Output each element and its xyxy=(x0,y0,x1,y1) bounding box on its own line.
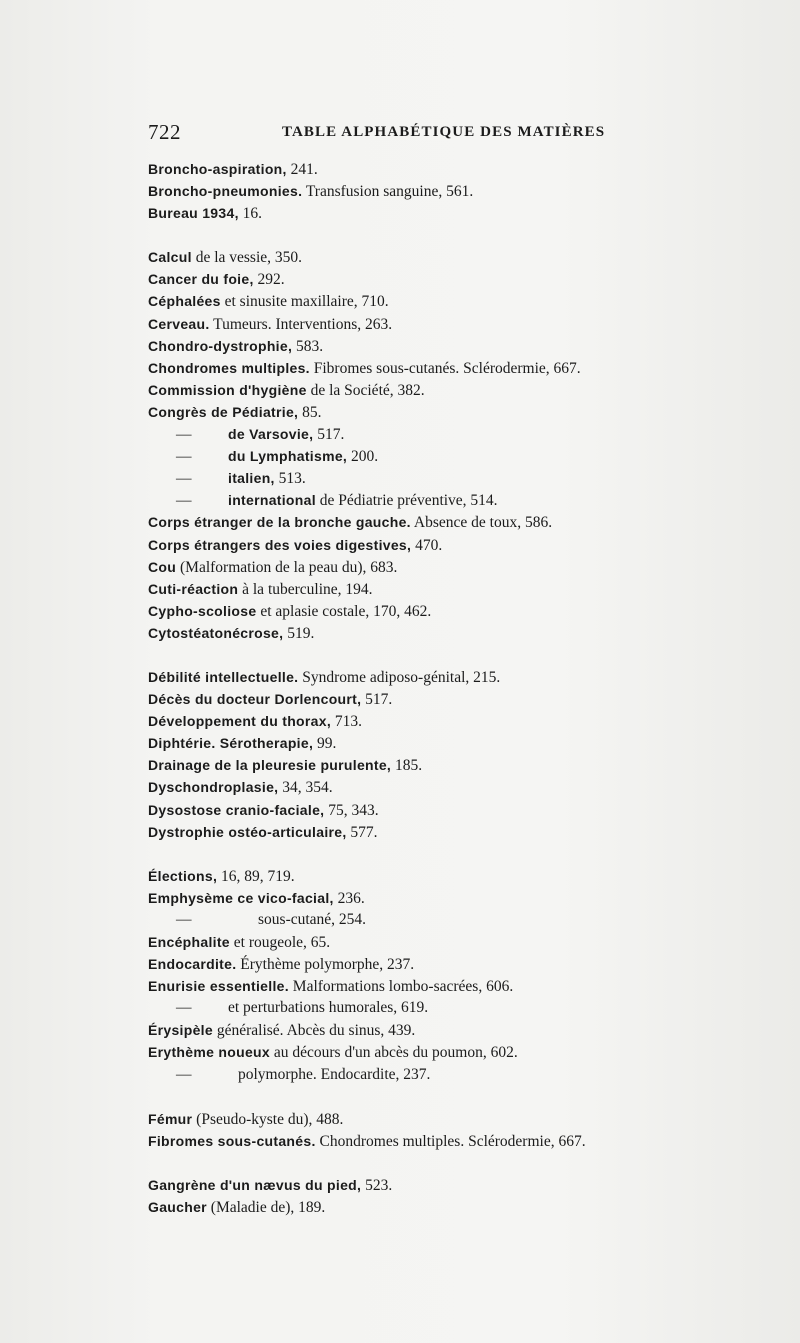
index-entry xyxy=(148,1019,788,1041)
index-term: Drainage de la pleuresie purulente, xyxy=(148,757,392,774)
index-entry xyxy=(148,821,788,843)
index-detail: 99. xyxy=(313,735,337,753)
index-entry xyxy=(148,158,788,180)
index-entry xyxy=(148,666,788,688)
index-term: Débilité intellectuelle. xyxy=(148,668,299,685)
index-term: Corps étranger de la bronche gauche. xyxy=(148,514,411,531)
index-entry xyxy=(148,1174,788,1196)
index-entry xyxy=(148,754,788,776)
subentry-dash: — xyxy=(176,1065,192,1083)
index-detail: 16, 89, 719. xyxy=(217,867,295,885)
index-term: Fibromes sous-cutanés. xyxy=(148,1132,316,1149)
index-term: Chondromes multiples. xyxy=(148,359,310,376)
index-entry xyxy=(148,953,788,975)
running-title: TABLE ALPHABÉTIQUE DES MATIÈRES xyxy=(282,124,606,140)
index-term: Cuti-réaction xyxy=(148,580,239,597)
index-detail: Syndrome adiposo-génital, 215. xyxy=(298,668,501,686)
index-entry xyxy=(148,600,788,622)
index-entry xyxy=(148,799,788,821)
index-detail: Malformations lombo-sacrées, 606. xyxy=(288,978,514,996)
subentry-dash: — xyxy=(176,492,192,510)
index-subentry xyxy=(148,1064,788,1086)
index-detail: de Pédiatrie préventive, 514. xyxy=(315,492,498,510)
index-term: Céphalées xyxy=(148,293,221,310)
index-detail: généralisé. Abcès du sinus, 439. xyxy=(212,1022,416,1040)
index-entry xyxy=(148,534,788,556)
index-subentry xyxy=(148,445,788,467)
index-detail: polymorphe. Endocardite, 237. xyxy=(238,1065,431,1083)
index-term: Fémur xyxy=(148,1110,193,1127)
index-term: Chondro-dystrophie, xyxy=(148,337,293,354)
subentry-dash: — xyxy=(176,426,192,444)
index-term: Décès du docteur Dorlencourt, xyxy=(148,691,362,708)
index-term: Développement du thorax, xyxy=(148,713,332,730)
index-detail: 513. xyxy=(274,470,306,488)
index-detail: 34, 354. xyxy=(278,779,333,797)
index-term: Érysipèle xyxy=(148,1022,213,1039)
index-detail: et rougeole, 65. xyxy=(229,934,331,951)
index-detail: et perturbations humorales, 619. xyxy=(228,999,429,1017)
index-entry xyxy=(148,180,788,202)
index-detail: au décours d'un abcès du poumon, 602. xyxy=(269,1044,518,1062)
index-term: Cerveau. xyxy=(148,315,210,332)
index-detail: sous-cutané, 254. xyxy=(258,910,367,928)
index-entry xyxy=(148,1196,788,1218)
index-detail: 577. xyxy=(346,823,378,841)
index-term: italien, xyxy=(228,470,275,487)
index-subentry xyxy=(148,909,788,931)
index-detail: (Maladie de), 189. xyxy=(206,1198,326,1216)
index-term: Corps étrangers des voies digestives, xyxy=(148,536,412,553)
index-detail: 185. xyxy=(391,757,423,775)
index-term: Endocardite. xyxy=(148,956,237,973)
index-detail: (Malformation de la peau du), 683. xyxy=(176,558,398,576)
index-term: Cou xyxy=(148,558,177,575)
index-detail: Érythème polymorphe, 237. xyxy=(236,956,415,974)
index-entry xyxy=(148,975,788,997)
index-term: du Lymphatisme, xyxy=(228,448,348,465)
index-entry xyxy=(148,1130,788,1152)
index-entry xyxy=(148,357,788,379)
index-detail: 241. xyxy=(286,161,318,178)
index-term: Gangrène d'un nævus du pied, xyxy=(148,1176,362,1193)
index-entry xyxy=(148,931,788,953)
index-detail: de la Société, 382. xyxy=(306,381,425,399)
index-detail: Fibromes sous-cutanés. Sclérodermie, 667. xyxy=(309,359,581,377)
index-entry xyxy=(148,246,788,268)
index-detail: 523. xyxy=(361,1176,393,1194)
index-detail: et sinusite maxillaire, 710. xyxy=(220,293,389,311)
index-entry xyxy=(148,1108,788,1130)
index-detail: de la vessie, 350. xyxy=(191,249,303,267)
index-entry xyxy=(148,887,788,909)
page-header xyxy=(148,120,668,150)
index-entry xyxy=(148,1041,788,1063)
index-term: Broncho-aspiration, xyxy=(148,161,287,177)
index-term: Cancer du foie, xyxy=(148,271,254,288)
index-term: Diphtérie. Sérotherapie, xyxy=(148,735,314,752)
index-term: Élections, xyxy=(148,867,218,884)
index-subentry xyxy=(148,467,788,489)
index-entry xyxy=(148,710,788,732)
index-entry xyxy=(148,290,788,312)
index-entry xyxy=(148,556,788,578)
index-term: Encéphalite xyxy=(148,934,230,950)
index-detail: Chondromes multiples. Sclérodermie, 667. xyxy=(315,1132,586,1150)
index-entry xyxy=(148,202,788,224)
index-detail: 200. xyxy=(347,448,379,466)
index-term: Broncho-pneumonies. xyxy=(148,183,303,200)
index-term: Calcul xyxy=(148,249,192,266)
index-term: Bureau 1934, xyxy=(148,205,239,222)
index-detail: Tumeurs. Interventions, 263. xyxy=(209,315,393,333)
index-term: Dystrophie ostéo-articulaire, xyxy=(148,823,347,840)
index-entry xyxy=(148,313,788,335)
index-detail: Absence de toux, 586. xyxy=(410,514,553,532)
index-entry xyxy=(148,578,788,600)
index-detail: à la tuberculine, 194. xyxy=(238,580,373,598)
index-detail: 470. xyxy=(411,536,443,554)
index-subentry xyxy=(148,489,788,511)
index-detail: 517. xyxy=(313,426,345,444)
index-detail: 75, 343. xyxy=(324,801,379,819)
index-entry xyxy=(148,511,788,533)
index-detail: 713. xyxy=(331,713,363,731)
index-term: Cypho-scoliose xyxy=(148,602,257,619)
index-detail: (Pseudo-kyste du), 488. xyxy=(192,1110,344,1128)
index-term: Enurisie essentielle. xyxy=(148,978,289,995)
page-number: 722 xyxy=(148,120,181,144)
index-entry xyxy=(148,622,788,644)
index-subentry xyxy=(148,423,788,445)
index-detail: 85. xyxy=(298,403,322,421)
index-entry xyxy=(148,776,788,798)
subentry-dash: — xyxy=(176,470,192,488)
index-term: Gaucher xyxy=(148,1198,207,1215)
index-term: Erythème noueux xyxy=(148,1044,270,1061)
index-detail: Transfusion sanguine, 561. xyxy=(302,183,474,201)
index-entry xyxy=(148,865,788,887)
index-detail: 292. xyxy=(253,271,285,289)
subentry-dash: — xyxy=(176,999,192,1017)
index-detail: 16. xyxy=(238,205,263,223)
index-detail: et aplasie costale, 170, 462. xyxy=(256,602,432,620)
index-entry xyxy=(148,379,788,401)
index-term: Emphysème ce vico-facial, xyxy=(148,889,334,906)
index-detail: 517. xyxy=(361,691,393,709)
index-detail: 236. xyxy=(333,889,365,907)
index-term: Dyschondroplasie, xyxy=(148,779,279,796)
index-entry xyxy=(148,688,788,710)
index-term: Cytostéatonécrose, xyxy=(148,624,284,641)
subentry-dash: — xyxy=(176,910,192,928)
index-entry xyxy=(148,335,788,357)
index-term: Congrès de Pédiatrie, xyxy=(148,403,299,420)
index-subentry xyxy=(148,997,788,1019)
index-entry xyxy=(148,268,788,290)
index-entry xyxy=(148,401,788,423)
index-term: Commission d'hygiène xyxy=(148,381,307,398)
alphabetical-index xyxy=(148,158,788,1218)
index-term: de Varsovie, xyxy=(228,426,314,443)
index-detail: 519. xyxy=(283,624,315,642)
index-term: international xyxy=(228,492,316,509)
index-detail: 583. xyxy=(292,337,324,355)
index-term: Dysostose cranio-faciale, xyxy=(148,801,325,818)
subentry-dash: — xyxy=(176,448,192,466)
index-entry xyxy=(148,732,788,754)
